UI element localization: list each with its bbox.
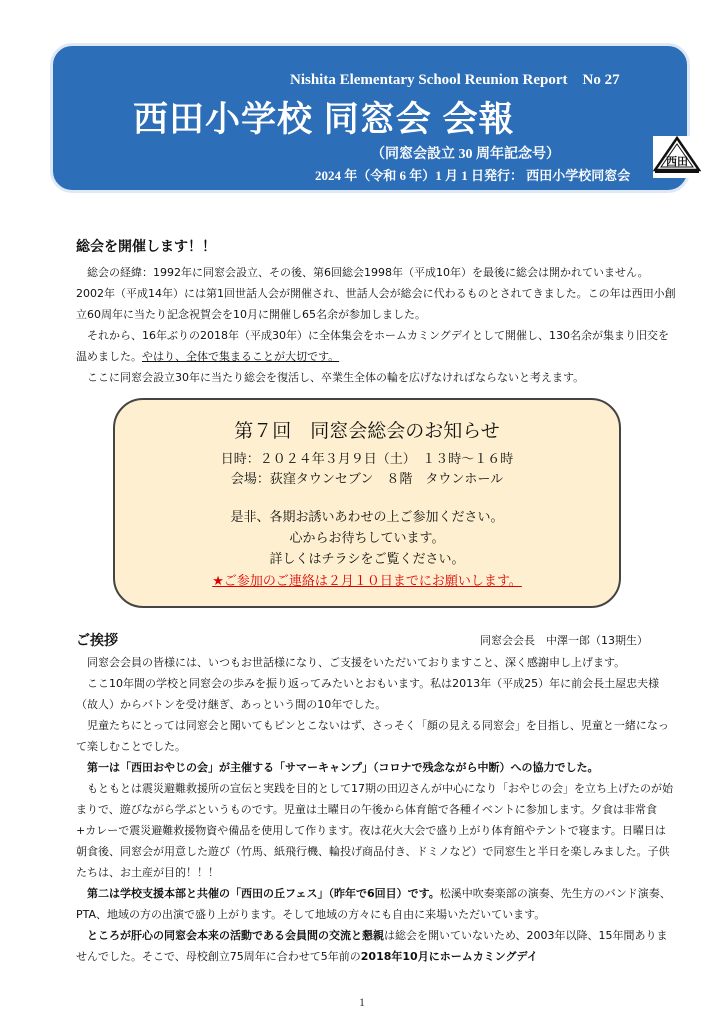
- paragraph: ところが肝心の同窓会本来の活動である会員間の交流と懇親は総会を開いていないため、2003年以降、15年間ありませんでした。そこで、母校創立75周年に合わせて5年前の2018年10月にホームカミングデイ: [76, 929, 668, 963]
- notice-line: 詳しくはチラシをご覧ください。: [269, 552, 465, 567]
- paragraph: 総会の経緯：1992年に同窓会設立、その後、第6回総会1998年（平成10年）を最後に総会は開かれていません。2002年（平成14年）には第1回世話人会が開催され、世話人会が総会に代わるものとされてきました。この年は西田小創立60周年に当たり記念祝賀会を10月に開催し65名余が参加しました。: [76, 266, 676, 321]
- meeting-notice-box: [113, 398, 621, 608]
- general-meeting-text: [76, 262, 676, 388]
- page-title: 西田小学校 同窓会 会報: [133, 100, 515, 139]
- notice-venue: 会場：荻窪タウンセブン ８階 タウンホール: [230, 472, 504, 487]
- notice-line: 心からお待ちしています。: [289, 531, 445, 546]
- emblem-text: 西田: [666, 155, 688, 168]
- section-title-greeting: ご挨拶: [76, 633, 118, 649]
- paragraph: 第一は「西田おやじの会」が主催する「サマーキャンプ」（コロナで残念ながら中断）への協力でした。: [87, 761, 599, 774]
- notice-date: 日時：２０２４年３月９日（土） １３時〜１６時: [220, 452, 514, 467]
- deadline-text: ★ご参加のご連絡は２月１０日までにお願いします。: [212, 574, 522, 589]
- paragraph: もともとは震災避難救援所の宣伝と実践を目的として17期の田辺さんが中心になり「おやじの会」を立ち上げたのが始まりで、遊びながら学ぶというものです。児童は土曜日の午後から体育館で各種イベントに参加します。夕食は非常食+カレーで震災避難救援物資や備品を使用して作ります。夜は花火大会で盛り上がり体育館やテントで寝ます。日曜日は朝食後、同窓会が用意した遊び（竹馬、紙飛行機、輪投げ商品付き、ドミノなど）で同窓生と半日を楽しみました。子供たちは、お土産が目的！！！: [76, 782, 673, 879]
- notice-deadline: [115, 570, 619, 589]
- page-number: 1: [359, 995, 365, 1009]
- notice-title: 第７回 同窓会総会のお知らせ: [234, 420, 500, 442]
- paragraph: 同窓会会員の皆様には、いつもお世話様になり、ご支援をいただいておりますこと、深く感謝申し上げます。: [87, 656, 626, 669]
- underlined-text: やはり、全体で集まることが大切です。: [142, 350, 340, 363]
- paragraph: ここ10年間の学校と同窓会の歩みを振り返ってみたいとおもいます。私は2013年（平成25）年に前会長土屋忠夫様（故人）からバトンを受け継ぎ、あっという間の10年でした。: [76, 677, 660, 711]
- english-title: Nishita Elementary School Reunion Report No 27: [290, 72, 620, 88]
- notice-line: 是非、各期お誘いあわせの上ご参加ください。: [230, 510, 504, 525]
- paragraph: ここに同窓会設立30年に当たり総会を復活し、卒業生全体の輪を広げなければならないと考えます。: [87, 371, 585, 384]
- paragraph: 第二は学校支援本部と共催の「西田の丘フェス」（昨年で6回目）です。松溪中吹奏楽部の演奏、先生方のバンド演奏、PTA、地域の方の出演で盛り上がります。そして地域の方々にも自由に来場いただいています。: [76, 887, 671, 921]
- paragraph: それから、16年ぶりの2018年（平成30年）に全体集会をホームカミングデイとして開催し、130名余が集まり旧交を温めました。やはり、全体で集まることが大切です。: [76, 329, 669, 363]
- header-banner: [50, 43, 690, 193]
- section-title-general-meeting: 総会を開催します！！: [76, 239, 216, 255]
- greeting-author: 同窓会会長 中澤一郎（13期生）: [480, 634, 648, 647]
- greeting-text: [76, 652, 676, 967]
- issue-line: 2024 年（令和 6 年）1 月 1 日発行： 西田小学校同窓会: [315, 168, 631, 183]
- school-emblem-icon: [653, 136, 701, 178]
- paragraph: 児童たちにとっては同窓会と聞いてもピンとこないはず、さっそく「顔の見える同窓会」を目指し、児童と一緒になって楽しむことでした。: [76, 719, 669, 753]
- subtitle: （同窓会設立 30 周年記念号）: [371, 147, 560, 162]
